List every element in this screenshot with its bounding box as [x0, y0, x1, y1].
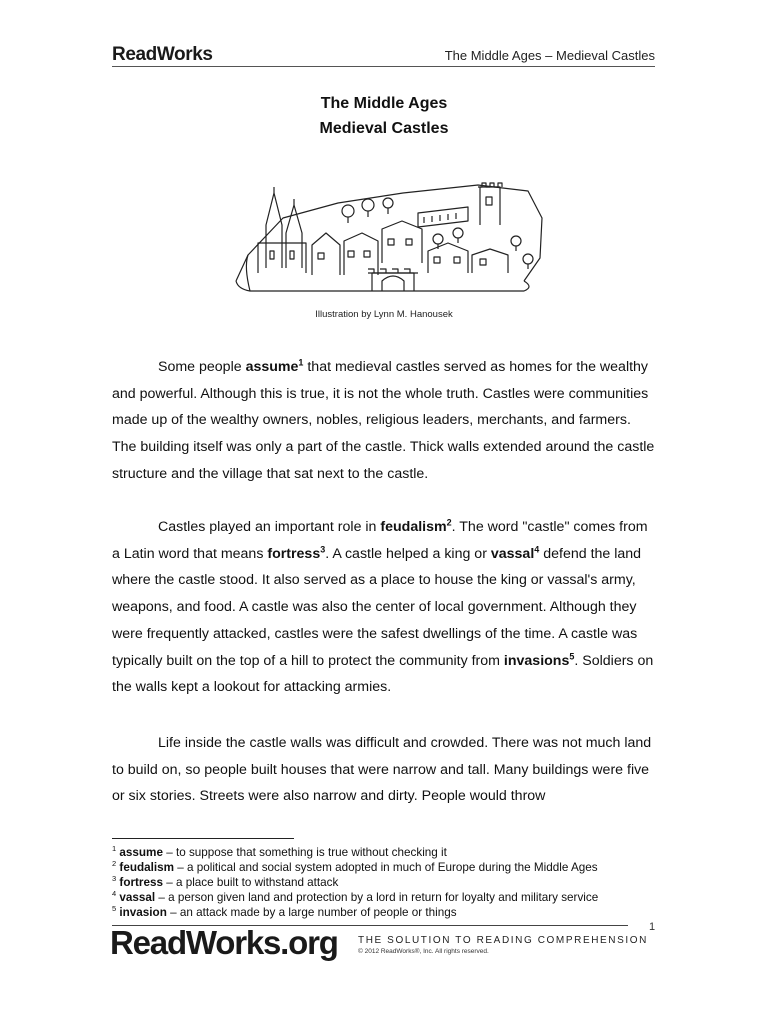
p2-text-b: . The word "castle" comes from a Latin word that means: [112, 519, 648, 562]
footnote-ref-3: 3: [320, 543, 326, 554]
illustration-caption: Illustration by Lynn M. Hanousek: [315, 309, 453, 320]
vocab-feudalism: feudalism: [380, 519, 447, 535]
p1-text-a: Some people: [158, 359, 246, 375]
page-number: 1: [649, 921, 656, 933]
vocab-fortress: fortress: [267, 545, 321, 562]
footnote-number: 4: [112, 889, 117, 899]
footnote-item: [112, 860, 598, 875]
header-divider: [112, 66, 655, 67]
footnote-term: fortress: [119, 876, 163, 889]
page-title-line-1: The Middle Ages: [320, 95, 448, 112]
footer-copyright: © 2012 ReadWorks®, Inc. All rights reserved.: [358, 948, 489, 955]
footnote-definition: – a person given land and protection by a lord in return for loyalty and military service: [155, 891, 599, 904]
footnote-number: 1: [112, 844, 117, 854]
footnote-definition: – to suppose that something is true without checking it: [162, 846, 447, 859]
footnote-item: [112, 845, 598, 860]
header-document-title: The Middle Ages – Medieval Castles: [444, 48, 655, 63]
footnote-number: 5: [112, 904, 117, 914]
vocab-invasions: invasions: [503, 652, 570, 669]
paragraph-3: [112, 730, 657, 810]
castle-illustration: [228, 163, 548, 308]
footer-tagline: THE SOLUTION TO READING COMPREHENSION: [358, 935, 648, 946]
p1-text-b: that medieval castles served as homes for the wealthy and powerful. Although this is true, it is not the whole truth. Castles were communities made up of the wealthy owners, nobles, religious leaders, merchants, and farmers. The building itself was only a part of the castle. Thick walls extended around the castle structure and the village that sat next to the castle.: [112, 359, 655, 482]
footnote-number: 2: [112, 859, 117, 869]
footnotes: [112, 845, 598, 920]
footnote-definition: – a political and social system adopted in much of Europe during the Middle Ages: [173, 861, 598, 874]
footer-brand-logo: ReadWorks.org: [110, 924, 338, 961]
footnote-definition: – a place built to withstand attack: [162, 876, 339, 889]
footnote-term: assume: [119, 846, 163, 859]
footnote-divider: [112, 838, 294, 839]
page-title-line-2: Medieval Castles: [319, 120, 449, 137]
footnote-item: [112, 905, 598, 920]
p2-text-c: . A castle helped a king or: [325, 545, 491, 562]
footnote-ref-4: 4: [534, 543, 540, 554]
footnote-definition: – an attack made by a large number of people or things: [166, 906, 457, 919]
footnote-ref-5: 5: [569, 650, 575, 661]
footnote-term: invasion: [119, 906, 167, 919]
p3-text-a: Life inside the castle walls was difficult and crowded. There was not much land to build on, so people built houses that were narrow and tall. Many buildings were five or six stories. Streets were also narrow and dirty. People would throw: [112, 735, 652, 805]
footnote-ref-1: 1: [298, 357, 304, 368]
paragraph-2: [112, 514, 657, 701]
paragraph-1: [112, 354, 657, 488]
vocab-vassal: vassal: [490, 545, 535, 562]
footnote-number: 3: [112, 874, 117, 884]
footnote-term: vassal: [119, 891, 156, 904]
p2-text-e: . Soldiers on the walls kept a lookout for attacking armies.: [112, 652, 654, 696]
p2-text-a: Castles played an important role in: [158, 519, 381, 535]
footnote-item: [112, 875, 598, 890]
footnote-term: feudalism: [119, 861, 174, 874]
footnote-ref-2: 2: [446, 517, 452, 528]
vocab-assume: assume: [245, 359, 299, 375]
footnote-item: [112, 890, 598, 905]
p2-text-d: defend the land where the castle stood. It also served as a place to house the king or vassal's army, weapons, and food. A castle was also the center of local government. Although they were frequently attacked, castles were the safest dwellings of the time. A castle was typically built on the top of a hill to protect the community from: [112, 545, 642, 669]
header-brand-logo: ReadWorks: [112, 44, 213, 65]
